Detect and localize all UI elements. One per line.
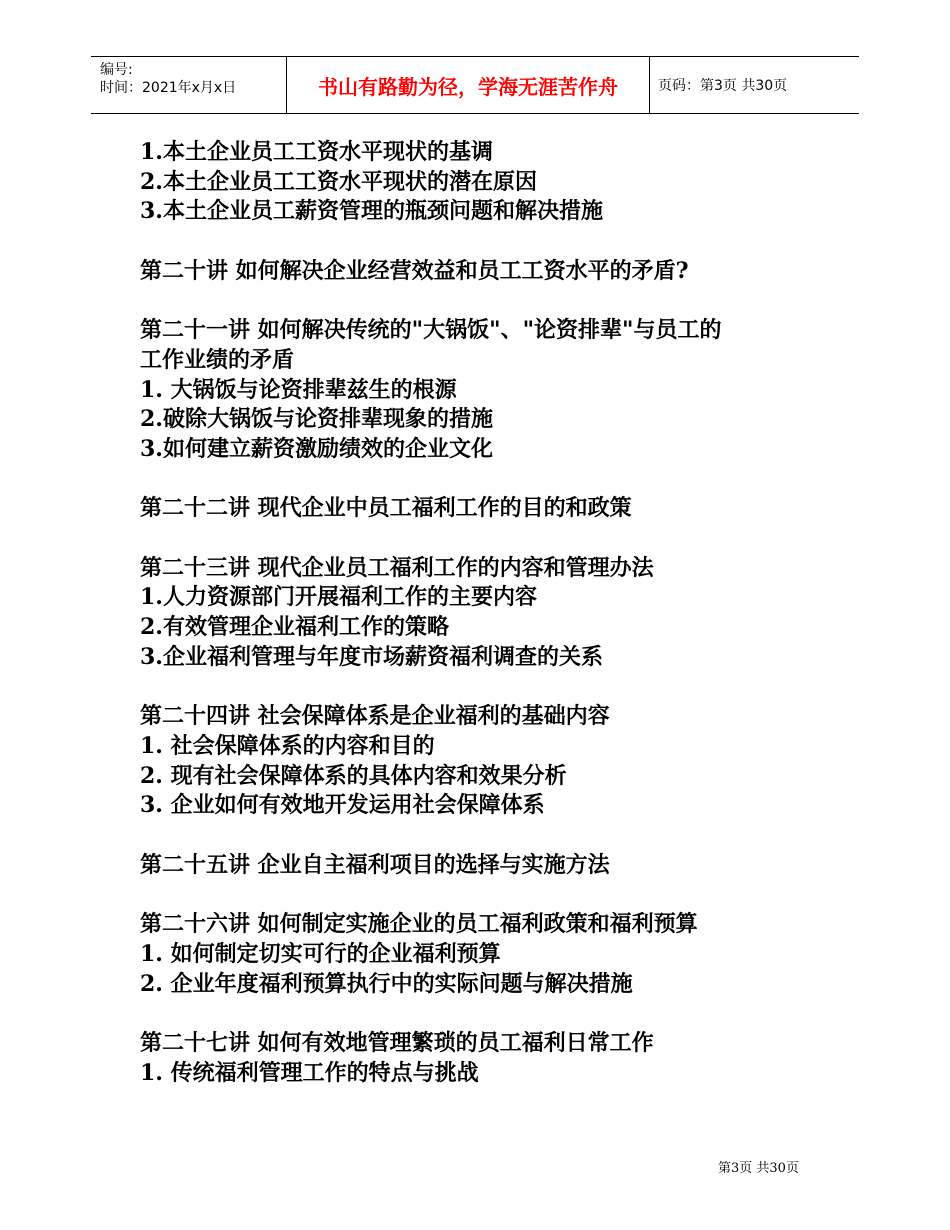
section [140,910,840,999]
text-line: 2.有效管理企业福利工作的策略 [140,614,449,641]
text-line: 2. 现有社会保障体系的具体内容和效果分析 [140,762,567,789]
text-line: 第二十二讲 现代企业中员工福利工作的目的和政策 [140,495,632,522]
text-line: 1. 如何制定切实可行的企业福利预算 [140,940,501,967]
section [140,1029,840,1088]
text-line: 3.本土企业员工薪资管理的瓶颈问题和解决措施 [140,198,603,225]
text-line: 3.企业福利管理与年度市场薪资福利调查的关系 [140,643,603,670]
section [140,494,840,524]
document-number-label: 编号: [100,62,133,78]
section [140,851,840,881]
section [140,554,840,673]
section [140,702,840,821]
header-page-info: 页码：第3页 共30页 [658,78,788,94]
text-line: 第二十一讲 如何解决传统的"大锅饭"、"论资排辈"与员工的 [140,317,722,344]
text-line: 第二十三讲 现代企业员工福利工作的内容和管理办法 [140,554,654,581]
page-footer: 第3页 共30页 [718,1161,799,1176]
text-line: 2.本土企业员工工资水平现状的潜在原因 [140,168,537,195]
text-line: 1.本土企业员工工资水平现状的基调 [140,139,493,165]
page-header [91,56,859,114]
document-time-label: 时间：2021年x月x日 [100,80,237,96]
text-line: 3. 企业如何有效地开发运用社会保障体系 [140,792,545,819]
text-line: 工作业绩的矛盾 [140,346,295,373]
text-line: 2. 企业年度福利预算执行中的实际问题与解决措施 [140,970,633,997]
text-line: 第二十七讲 如何有效地管理繁琐的员工福利日常工作 [140,1029,654,1056]
text-line: 第二十讲 如何解决企业经营效益和员工工资水平的矛盾? [140,257,689,284]
section [140,316,840,465]
text-line: 第二十五讲 企业自主福利项目的选择与实施方法 [140,851,610,878]
document-body [140,138,840,1118]
text-line: 2.破除大锅饭与论资排辈现象的措施 [140,406,493,433]
section [140,257,840,287]
text-line: 1. 大锅饭与论资排辈兹生的根源 [140,376,457,403]
header-meta [91,57,286,113]
text-line: 1.人力资源部门开展福利工作的主要内容 [140,584,537,611]
text-line: 3.如何建立薪资激励绩效的企业文化 [140,436,493,462]
text-line: 1. 传统福利管理工作的特点与挑战 [140,1059,479,1086]
section [140,138,840,227]
text-line: 第二十六讲 如何制定实施企业的员工福利政策和福利预算 [140,911,698,938]
text-line: 第二十四讲 社会保障体系是企业福利的基础内容 [140,703,610,730]
header-motto: 书山有路勤为径，学海无涯苦作舟 [286,57,650,113]
text-line: 1. 社会保障体系的内容和目的 [140,732,435,759]
